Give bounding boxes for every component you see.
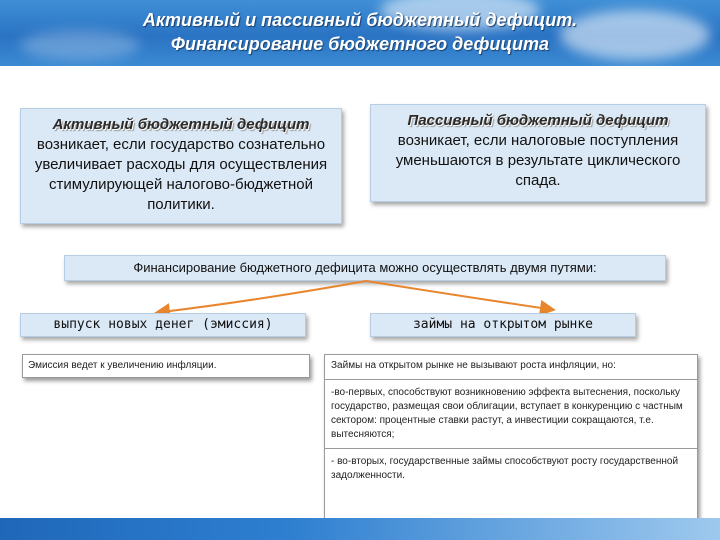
slide-title-line2: Финансирование бюджетного дефицита [170, 34, 550, 54]
open-market-note-point2: - во-вторых, государственные займы способствуют росту государственной задолженности. [331, 456, 679, 481]
note-divider [325, 379, 697, 380]
passive-deficit-text: возникает, если налоговые поступления уменьшаются в результате циклического спада. [395, 132, 681, 189]
active-deficit-heading: Активный бюджетный дефицит [52, 116, 310, 133]
arrow-left [162, 281, 366, 312]
emission-note: Эмиссия ведет к увеличению инфляции. [22, 354, 310, 378]
open-market-note-point1: -во-первых, способствуют возникновению эффекта вытеснения, поскольку государство, размещая свои облигации, вступает в конкуренцию с частным сектором: процентные ставки растут, а инвестиции сокращаются, т.е. вытесняются; [331, 387, 683, 440]
active-deficit-text: возникает, если государство сознательно увеличивает расходы для осуществления стимулирующей налогово-бюджетной политики. [34, 136, 328, 213]
slide-title-line1: Активный и пассивный бюджетный дефицит. [142, 10, 578, 30]
passive-deficit-heading: Пассивный бюджетный дефицит [407, 112, 669, 129]
way-open-market-loans: займы на открытом рынке [370, 313, 636, 337]
note-divider [325, 448, 697, 449]
slide-footer [0, 518, 720, 540]
financing-banner: Финансирование бюджетного дефицита можно осуществлять двумя путями: [64, 255, 666, 281]
open-market-note-intro: Займы на открытом рынке не вызывают роста инфляции, но: [331, 360, 616, 371]
open-market-note [324, 354, 698, 526]
arrow-right [366, 281, 548, 309]
way-emission: выпуск новых денег (эмиссия) [20, 313, 306, 337]
